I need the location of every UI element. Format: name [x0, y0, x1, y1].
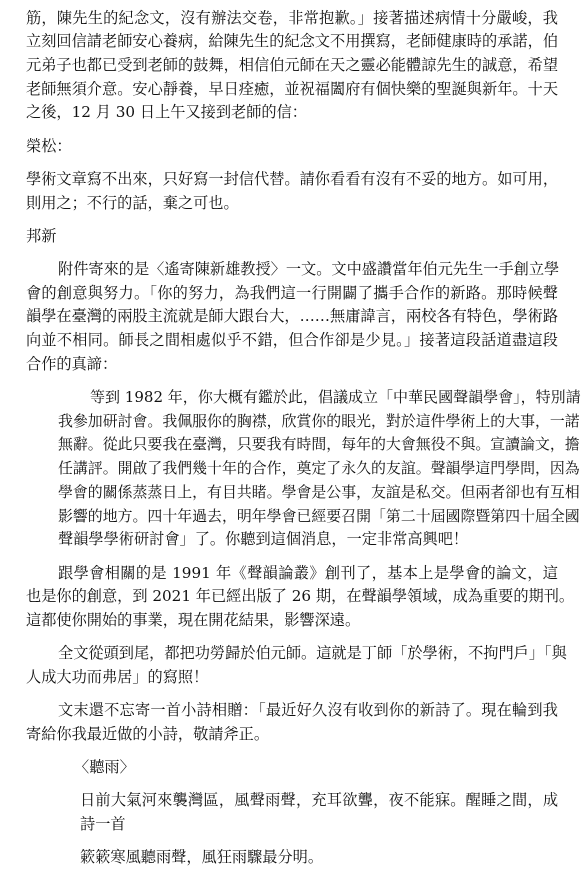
text-line: 向並不相同。師長之間相處似乎不錯，但合作卻是少見。」接著這段話道盡這段 [26, 331, 558, 350]
quote-line: 等到 1982 年，你大概有鑑於此，倡議成立「中華民國聲韻學會」，特別請 [90, 388, 581, 406]
poem-preface-line: 日前大氣河來襲灣區，風聲雨聲，充耳欲聾，夜不能寐。醒睡之間，成 [80, 791, 558, 810]
text-line: 筋，陳先生的紀念文，沒有辦法交卷，非常抱歉。」接著描述病情十分嚴峻，我 [26, 8, 558, 27]
text-line: 則用之；不行的話，棄之可也。 [26, 193, 239, 212]
signature-name: 邦新 [26, 226, 57, 245]
text-line: 也是你的創意，到 2021 年已經出版了 26 期，在聲韻學領域，成為重要的期刊。 [26, 587, 575, 606]
salutation: 榮松： [26, 136, 72, 155]
text-line: 這都使你開始的事業，現在開花結果，影響深遠。 [26, 610, 361, 629]
text-line: 立刻回信請老師安心養病，給陳先生的紀念文不用撰寫，老師健康時的承諾，伯 [26, 32, 558, 51]
text-line: 合作的真諦： [26, 354, 118, 373]
poem-preface-line: 詩一首 [80, 814, 126, 833]
text-line: 附件寄來的是〈遙寄陳新雄教授〉一文。文中盛讚當年伯元先生一手創立學 [58, 259, 560, 278]
text-line: 人成大功而弗居」的寫照！ [26, 667, 209, 686]
text-line: 學術文章寫不出來，只好寫一封信代替。請你看看有沒有不妥的地方。如可用， [26, 169, 558, 188]
poem-line: 簌簌寒風聽雨聲，風狂雨驟最分明。 [80, 848, 323, 866]
text-line: 寄給你我最近做的小詩，敬請斧正。 [26, 724, 269, 743]
quote-line: 我參加研討會。我佩服你的胸襟，欣賞你的眼光，對於這件學術上的大事，一諾 [58, 411, 580, 430]
text-line: 會的創意與努力。「你的努力，為我們這一行開闢了攜手合作的新路。那時候聲 [26, 283, 558, 302]
text-line: 跟學會相關的是 1991 年《聲韻論叢》創刊了，基本上是學會的論文，這 [58, 563, 558, 582]
text-line: 文末還不忘寄一首小詩相贈：「最近好久沒有收到你的新詩了。現在輪到我 [58, 701, 558, 719]
quote-line: 聲韻學學術研討會」了。你聽到這個消息，一定非常高興吧！ [58, 530, 469, 549]
text-line: 全文從頭到尾，都把功勞歸於伯元師。這就是丁師「於學術，不拘門戶」「與 [58, 644, 567, 663]
quote-line: 無辭。從此只要我在臺灣，只要我有時間，每年的大會無役不與。宣讀論文，擔 [58, 435, 580, 454]
quote-line: 學會的關係蒸蒸日上，有目共睹。學會是公事，友誼是私交。但兩者卻也有互相 [58, 482, 580, 501]
text-line: 韻學在臺灣的兩股主流就是師大跟台大，……無庸諱言，兩校各有特色，學術路 [26, 307, 558, 326]
text-line: 元弟子也都已受到老師的鼓舞，相信伯元師在天之靈必能體諒先生的誠意，希望 [26, 56, 558, 74]
quote-line: 影響的地方。四十年過去，明年學會已經要召開「第二十屆國際暨第四十屆全國 [58, 506, 580, 525]
text-line: 之後，12 月 30 日上午又接到老師的信： [26, 103, 307, 122]
text-line: 老師無須介意。安心靜養，早日痊癒，並祝福闔府有個快樂的聖誕與新年。十天 [26, 79, 558, 98]
quote-line: 任講評。開啟了我們幾十年的合作，奠定了永久的友誼。聲韻學這門學問，因為 [58, 459, 580, 478]
poem-title: 〈聽雨〉 [74, 757, 135, 776]
